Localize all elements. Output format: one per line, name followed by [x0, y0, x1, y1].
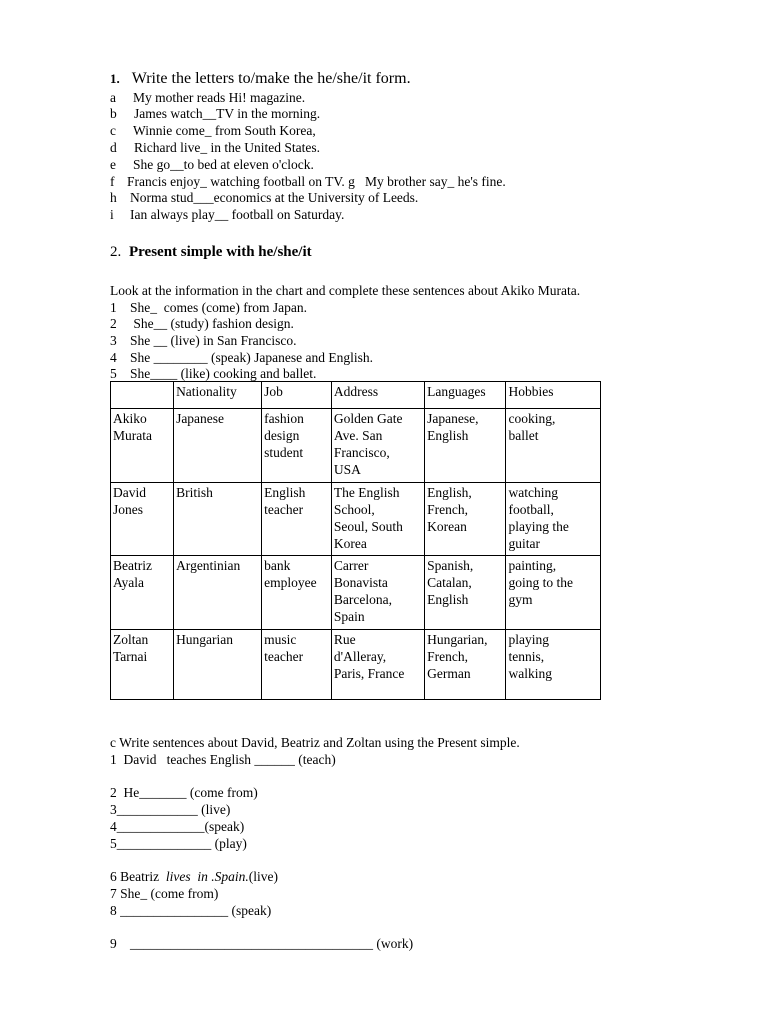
table-cell: Hungarian [174, 630, 262, 700]
exc-line-1: 1 David teaches English ______ (teach) [110, 752, 336, 767]
table-cell: Japanese, English [425, 409, 506, 483]
table-cell: Carrer Bonavista Barcelona, Spain [331, 556, 424, 630]
ex1-item-f: f Francis enjoy_ watching football on TV. g My brother say_ he's fine. [110, 174, 506, 189]
exercise-1-title: Write the letters to/make the he/she/it form. [131, 70, 411, 87]
table-header-cell: Hobbies [506, 382, 601, 409]
table-header-cell: Address [331, 382, 424, 409]
ex1-item-d: d Richard live_ in the United States. [110, 140, 320, 155]
table-row [111, 630, 601, 700]
exercise-c-title: c Write sentences about David, Beatriz and Zoltan using the Present simple. [110, 735, 520, 750]
table-header-cell: Languages [425, 382, 506, 409]
ex2-item-4: 4 She ________ (speak) Japanese and English. [110, 350, 373, 365]
ex1-item-e: e She go__to bed at eleven o'clock. [110, 157, 314, 172]
exc-line-2: 2 He_______ (come from) [110, 785, 258, 800]
ex2-item-1: 1 She_ comes (come) from Japan. [110, 300, 307, 315]
table-cell: British [174, 483, 262, 556]
table-cell: Argentinian [174, 556, 262, 630]
exc-line-3: 3____________ (live) [110, 802, 231, 817]
ex1-item-a: a My mother reads Hi! magazine. [110, 90, 306, 105]
table-cell: English, French, Korean [425, 483, 506, 556]
table-cell: Rue d'Alleray, Paris, France [331, 630, 424, 700]
ex2-item-2: 2 She__ (study) fashion design. [110, 316, 294, 331]
exc-line-8: 8 ________________ (speak) [110, 903, 272, 918]
ex2-item-5: 5 She____ (like) cooking and ballet. [110, 366, 317, 381]
table-cell: Zoltan Tarnai [111, 630, 174, 700]
table-cell: Akiko Murata [111, 409, 174, 483]
exercise-2-title: Present simple with he/she/it [129, 244, 312, 260]
table-cell: bank employee [262, 556, 332, 630]
table-cell: cooking, ballet [506, 409, 601, 483]
table-cell: The English School, Seoul, South Korea [331, 483, 424, 556]
table-cell: Hungarian, French, German [425, 630, 506, 700]
table-cell: Japanese [174, 409, 262, 483]
table-row [111, 556, 601, 630]
table-header-cell [111, 382, 174, 409]
table-cell: Beatriz Ayala [111, 556, 174, 630]
table-row [111, 409, 601, 483]
table-cell: playing tennis, walking [506, 630, 601, 700]
table-cell: music teacher [262, 630, 332, 700]
exercise-2-intro: Look at the information in the chart and complete these sentences about Akiko Murata. [110, 283, 581, 298]
ex1-item-c: c Winnie come_ from South Korea, [110, 123, 316, 138]
table-cell: David Jones [111, 483, 174, 556]
exercise-1-heading [110, 71, 411, 87]
table-row [111, 483, 601, 556]
table-header-cell: Nationality [174, 382, 262, 409]
table-cell: watching football, playing the guitar [506, 483, 601, 556]
table-cell: painting, going to the gym [506, 556, 601, 630]
table-header-cell: Job [262, 382, 332, 409]
info-chart-table [110, 381, 601, 700]
table-header-row [111, 382, 601, 409]
exc-line-5: 5______________ (play) [110, 836, 247, 851]
ex1-item-h: h Norma stud___economics at the University of Leeds. [110, 190, 419, 205]
table-cell: Spanish, Catalan, English [425, 556, 506, 630]
ex1-item-i: i Ian always play__ football on Saturday. [110, 207, 345, 222]
exc-line-7: 7 She_ (come from) [110, 886, 219, 901]
ex1-item-b: b James watch__TV in the morning. [110, 106, 321, 121]
exc-line-4: 4_____________(speak) [110, 819, 245, 834]
ex2-item-3: 3 She __ (live) in San Francisco. [110, 333, 297, 348]
exc-line-9: 9 ____________________________________ (work) [110, 936, 414, 951]
exc-line-6: 6 Beatriz lives in .Spain.(live) [110, 869, 278, 884]
table-cell: fashion design student [262, 409, 332, 483]
table-cell: English teacher [262, 483, 332, 556]
exercise-2-number: 2. [110, 244, 122, 260]
table-cell: Golden Gate Ave. San Francisco, USA [331, 409, 424, 483]
exercise-2-heading [110, 244, 312, 260]
exercise-1-number: 1. [110, 71, 120, 86]
